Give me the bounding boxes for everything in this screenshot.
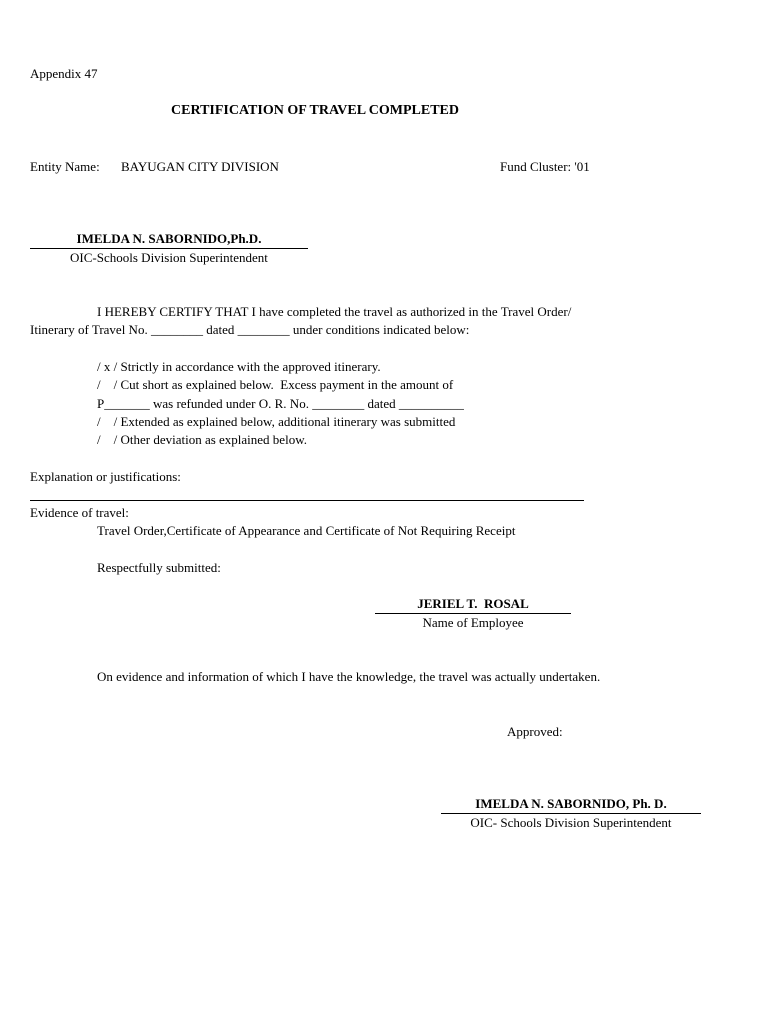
fund-cluster xyxy=(500,159,590,175)
employee-caption: Name of Employee xyxy=(422,615,524,630)
document-title: CERTIFICATION OF TRAVEL COMPLETED xyxy=(171,103,459,118)
condition-refund: P_______ was refunded under O. R. No. ________ dated __________ xyxy=(97,396,464,411)
addressee-position: OIC-Schools Division Superintendent xyxy=(70,250,268,265)
employee-signature-line xyxy=(375,613,571,614)
explanation-line xyxy=(30,500,584,501)
addressee-signature-line xyxy=(30,248,308,249)
condition-other: / / Other deviation as explained below. xyxy=(97,432,307,447)
condition-extended: / / Extended as explained below, additional itinerary was submitted xyxy=(97,414,456,429)
approved-label: Approved: xyxy=(507,724,563,739)
certification-line-1: I HEREBY CERTIFY THAT I have completed the travel as authorized in the Travel Order/ xyxy=(97,304,572,319)
entity-name-label: Entity Name: xyxy=(30,159,100,174)
explanation-label: Explanation or justifications: xyxy=(30,469,181,484)
evidence-value: Travel Order,Certificate of Appearance and Certificate of Not Requiring Receipt xyxy=(97,523,516,538)
approver-name: IMELDA N. SABORNIDO, Ph. D. xyxy=(475,796,667,811)
attestation-text: On evidence and information of which I have the knowledge, the travel was actually undertaken. xyxy=(97,669,601,684)
condition-cut-short: / / Cut short as explained below. Excess payment in the amount of xyxy=(97,377,454,392)
fund-cluster-label: Fund Cluster: xyxy=(500,159,572,174)
appendix-label: Appendix 47 xyxy=(30,66,98,81)
certification-line-2: Itinerary of Travel No. ________ dated ________ under conditions indicated below: xyxy=(30,322,470,337)
approver-signature-line xyxy=(441,813,701,814)
condition-strict: / x / Strictly in accordance with the approved itinerary. xyxy=(97,359,381,374)
addressee-name: IMELDA N. SABORNIDO,Ph.D. xyxy=(76,231,262,246)
respectfully-submitted-label: Respectfully submitted: xyxy=(97,560,221,575)
approver-position: OIC- Schools Division Superintendent xyxy=(470,815,672,830)
evidence-label: Evidence of travel: xyxy=(30,505,129,520)
entity-name-value: BAYUGAN CITY DIVISION xyxy=(121,159,279,174)
fund-cluster-value: '01 xyxy=(574,159,590,174)
employee-name: JERIEL T. ROSAL xyxy=(417,596,529,611)
